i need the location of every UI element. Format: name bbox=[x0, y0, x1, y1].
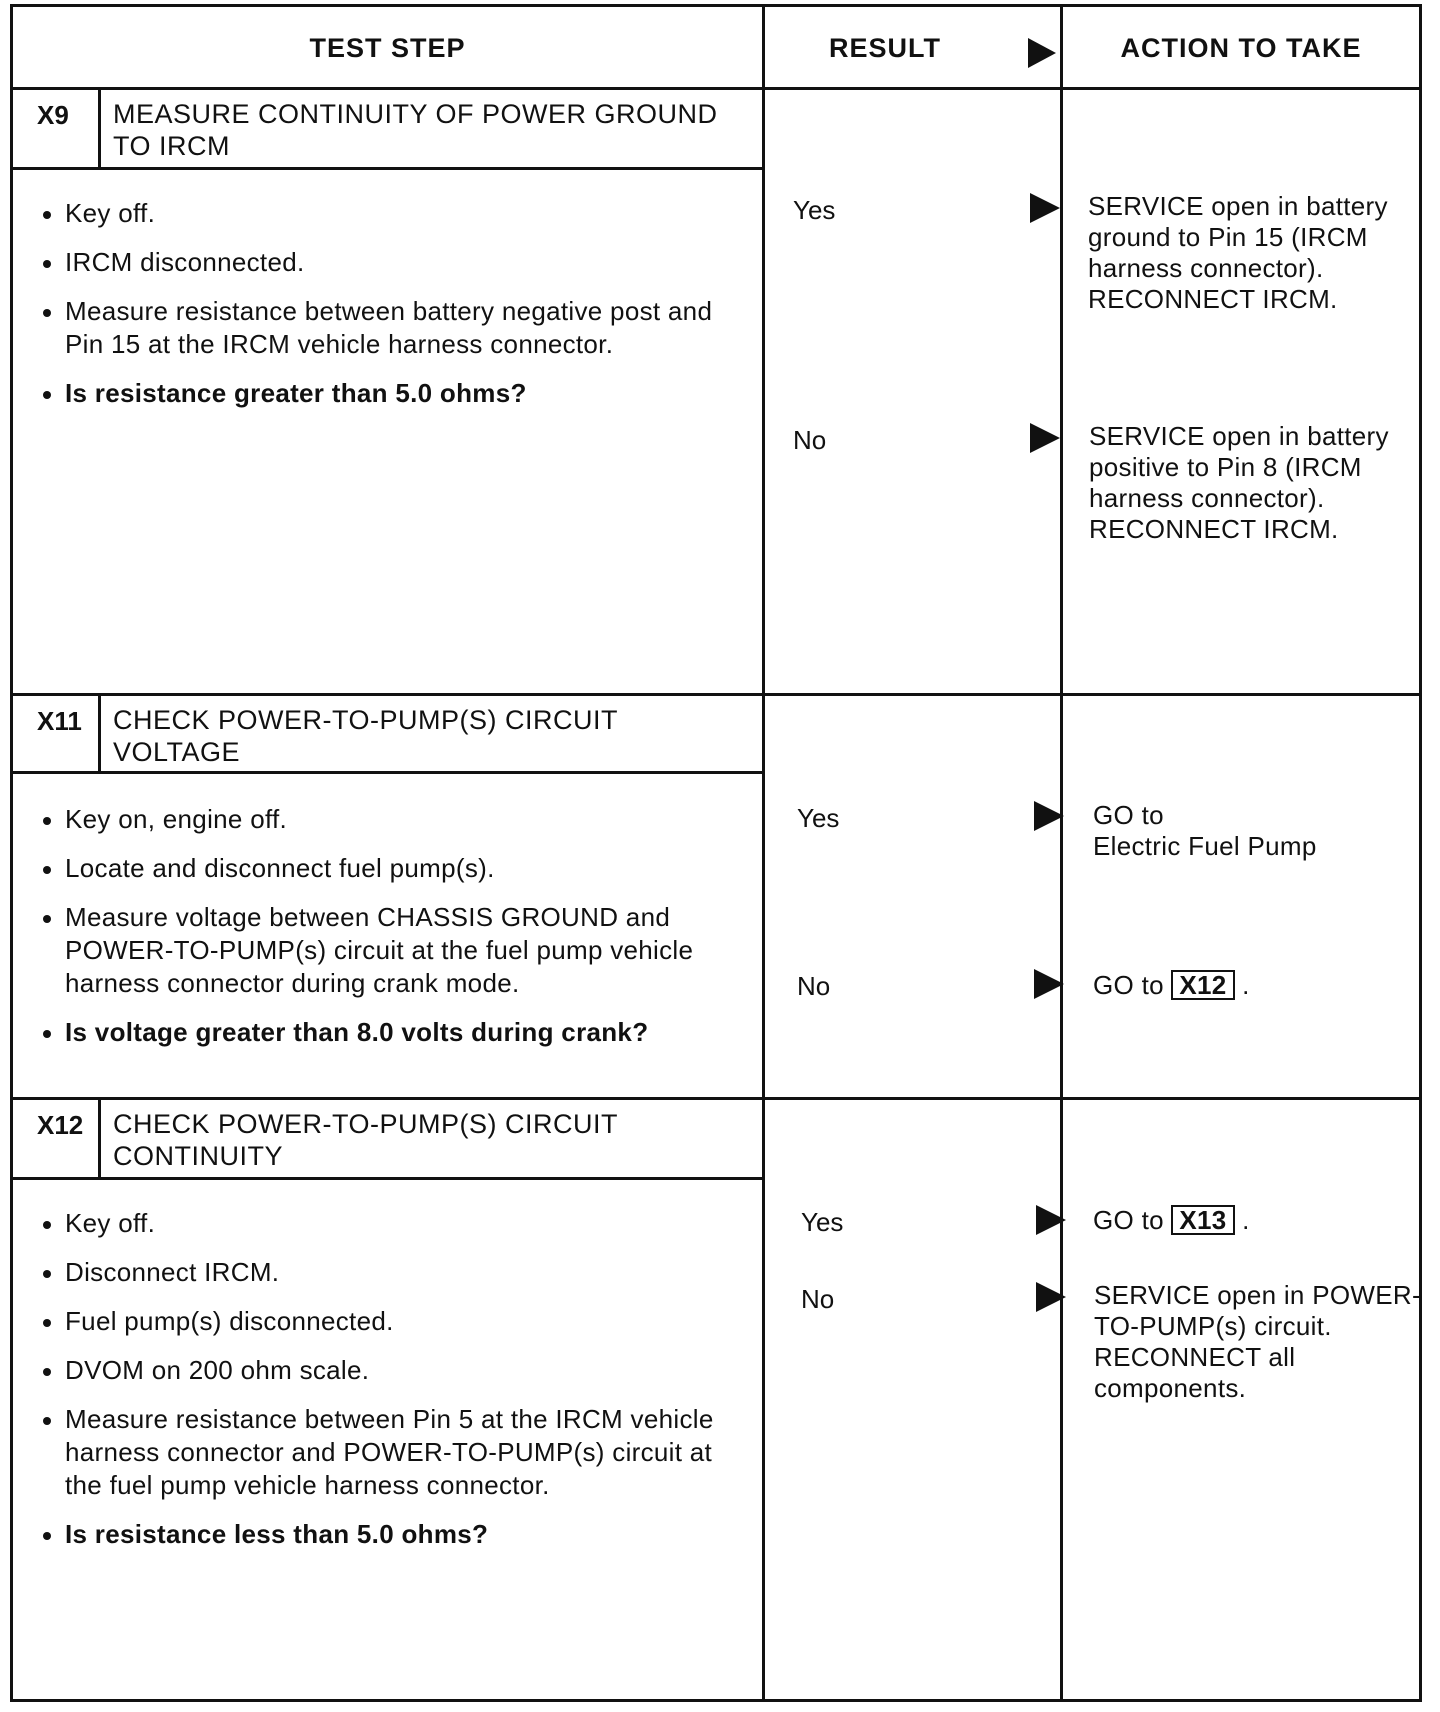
step-title: CHECK POWER-TO-PUMP(S) CIRCUIT VOLTAGE bbox=[113, 705, 618, 767]
action-text: SERVICE open in POWER-TO-PUMP(s) circuit. RECONNECT all components. bbox=[1094, 1280, 1421, 1403]
step-instructions-x12 bbox=[39, 1207, 739, 1567]
step-title: CHECK POWER-TO-PUMP(S) CIRCUIT CONTINUITY bbox=[113, 1109, 618, 1171]
action-link-electric-fuel-pump[interactable]: Electric Fuel Pump bbox=[1093, 831, 1317, 861]
instruction-question: Is resistance less than 5.0 ohms? bbox=[39, 1518, 739, 1551]
arrow-right-icon bbox=[1030, 423, 1060, 453]
column-divider-action bbox=[1060, 7, 1063, 1699]
column-divider-result bbox=[762, 7, 765, 1699]
instruction-item: Locate and disconnect fuel pump(s). bbox=[39, 852, 739, 885]
instruction-question: Is voltage greater than 8.0 volts during crank? bbox=[39, 1016, 739, 1049]
header-test-step: TEST STEP bbox=[309, 32, 466, 63]
action-text: SERVICE open in battery positive to Pin 8 (IRCM harness connector). RECONNECT IRCM. bbox=[1089, 421, 1389, 544]
result-yes: Yes bbox=[793, 195, 836, 225]
instruction-item: Disconnect IRCM. bbox=[39, 1256, 739, 1289]
step-instructions-x11 bbox=[39, 803, 739, 1065]
instruction-item: IRCM disconnected. bbox=[39, 246, 739, 279]
instruction-item: Measure resistance between battery negative post and Pin 15 at the IRCM vehicle harness connector. bbox=[39, 295, 739, 361]
arrow-right-icon bbox=[1036, 1205, 1066, 1235]
step-header-x11 bbox=[13, 696, 765, 774]
diagnostic-table bbox=[10, 4, 1422, 1702]
result-yes: Yes bbox=[797, 803, 840, 833]
instruction-item: Fuel pump(s) disconnected. bbox=[39, 1305, 739, 1338]
instruction-item: Key off. bbox=[39, 197, 739, 230]
instruction-item: Measure resistance between Pin 5 at the IRCM vehicle harness connector and POWER-TO-PUMP(s) circuit at the fuel pump vehicle harness connector. bbox=[39, 1403, 739, 1502]
action-line: GO to bbox=[1093, 800, 1164, 830]
step-id: X12 bbox=[13, 1100, 101, 1177]
header-action: ACTION TO TAKE bbox=[1120, 32, 1362, 63]
action-suffix: . bbox=[1242, 1205, 1250, 1235]
arrow-right-icon bbox=[1034, 801, 1064, 831]
step-title: MEASURE CONTINUITY OF POWER GROUND TO IRCM bbox=[113, 99, 718, 161]
action-text: SERVICE open in battery ground to Pin 15 (IRCM harness connector). RECONNECT IRCM. bbox=[1088, 191, 1388, 314]
result-no: No bbox=[801, 1284, 835, 1314]
action-text bbox=[1093, 970, 1423, 1001]
action-prefix: GO to bbox=[1093, 1205, 1164, 1235]
action-suffix: . bbox=[1242, 970, 1250, 1000]
result-yes: Yes bbox=[801, 1207, 844, 1237]
header-result: RESULT bbox=[829, 32, 941, 63]
step-id: X11 bbox=[13, 696, 101, 771]
arrow-right-icon bbox=[1036, 1282, 1066, 1312]
instruction-question: Is resistance greater than 5.0 ohms? bbox=[39, 377, 739, 410]
action-prefix: GO to bbox=[1093, 970, 1164, 1000]
action-text bbox=[1093, 800, 1423, 862]
instruction-item: Measure voltage between CHASSIS GROUND and POWER-TO-PUMP(s) circuit at the fuel pump vehicle harness connector during crank mode. bbox=[39, 901, 739, 1000]
step-id: X9 bbox=[13, 90, 101, 167]
step-instructions-x9 bbox=[39, 197, 739, 426]
step-header-x12 bbox=[13, 1100, 765, 1180]
instruction-item: Key on, engine off. bbox=[39, 803, 739, 836]
header-arrow-icon bbox=[1028, 38, 1056, 68]
action-text bbox=[1093, 1205, 1423, 1236]
step-reference-x12[interactable]: X12 bbox=[1171, 970, 1234, 1000]
result-no: No bbox=[797, 971, 831, 1001]
result-no: No bbox=[793, 425, 827, 455]
step-reference-x13[interactable]: X13 bbox=[1171, 1205, 1234, 1235]
step-header-x9 bbox=[13, 90, 765, 170]
instruction-item: DVOM on 200 ohm scale. bbox=[39, 1354, 739, 1387]
arrow-right-icon bbox=[1034, 969, 1064, 999]
arrow-right-icon bbox=[1030, 193, 1060, 223]
instruction-item: Key off. bbox=[39, 1207, 739, 1240]
